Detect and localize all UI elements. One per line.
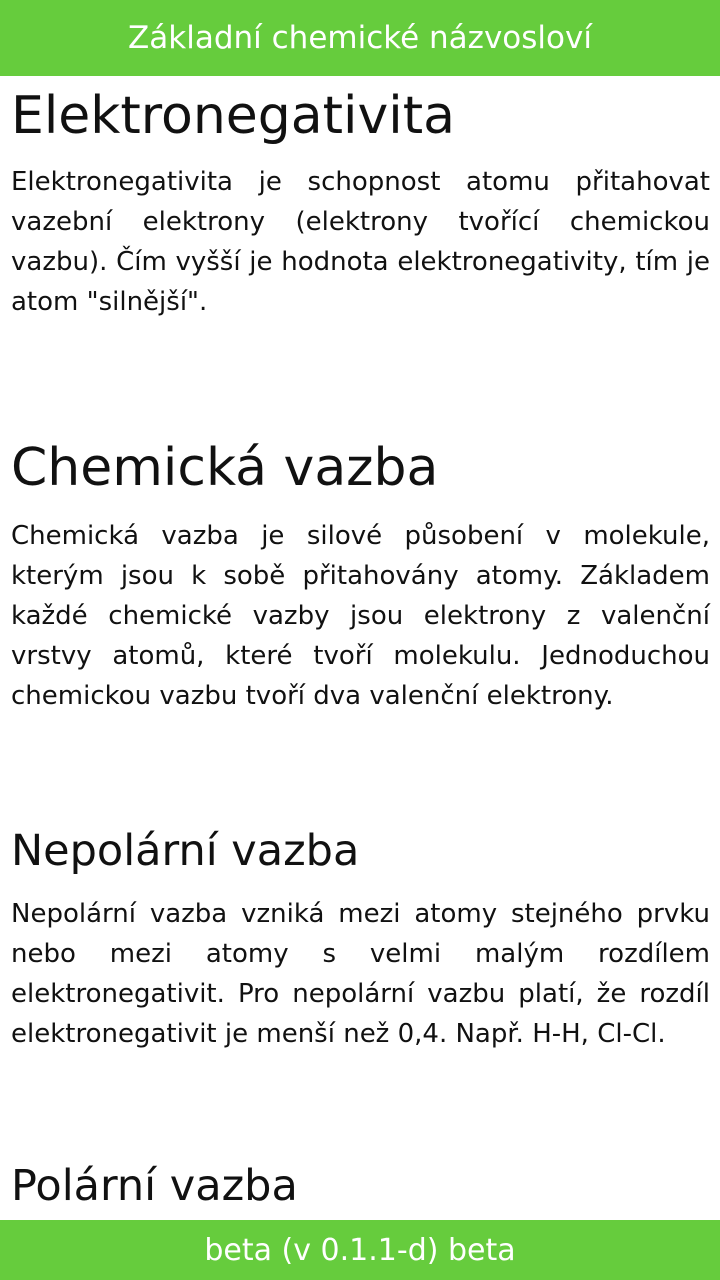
section-heading: Chemická vazba — [11, 438, 439, 498]
main-content[interactable] — [0, 76, 720, 1220]
section-heading: Polární vazba — [11, 1161, 298, 1211]
app-header — [0, 0, 720, 76]
section-nepolarni-vazba — [11, 824, 710, 1054]
section-elektronegativita — [11, 84, 710, 322]
section-chemicka-vazba — [11, 436, 710, 716]
app-title: Základní chemické názvosloví — [128, 20, 592, 56]
section-heading: Elektronegativita — [11, 86, 455, 146]
section-text: Chemická vazba je silové působení v molekule, kterým jsou k sobě přitahovány atomy. Základem každé chemické vazby jsou elektrony z valenční vrstvy atomů, které tvoří molekulu. Jednoduchou chemickou vazbu tvoří dva valenční elektrony. — [11, 521, 710, 711]
section-text: Elektronegativita je schopnost atomu přitahovat vazební elektrony (elektrony tvořící chemickou vazbu). Čím vyšší je hodnota elektronegativity, tím je atom "silnější". — [11, 167, 710, 317]
section-text: Nepolární vazba vzniká mezi atomy stejného prvku nebo mezi atomy s velmi malým rozdílem elektronegativit. Pro nepolární vazbu platí, že rozdíl elektronegativit je menší než 0,4. Např. H-H, Cl-Cl. — [11, 899, 710, 1049]
version-label: beta (v 0.1.1-d) beta — [204, 1232, 516, 1268]
section-polarni-vazba — [11, 1159, 710, 1213]
section-heading: Nepolární vazba — [11, 826, 360, 876]
version-footer — [0, 1220, 720, 1280]
